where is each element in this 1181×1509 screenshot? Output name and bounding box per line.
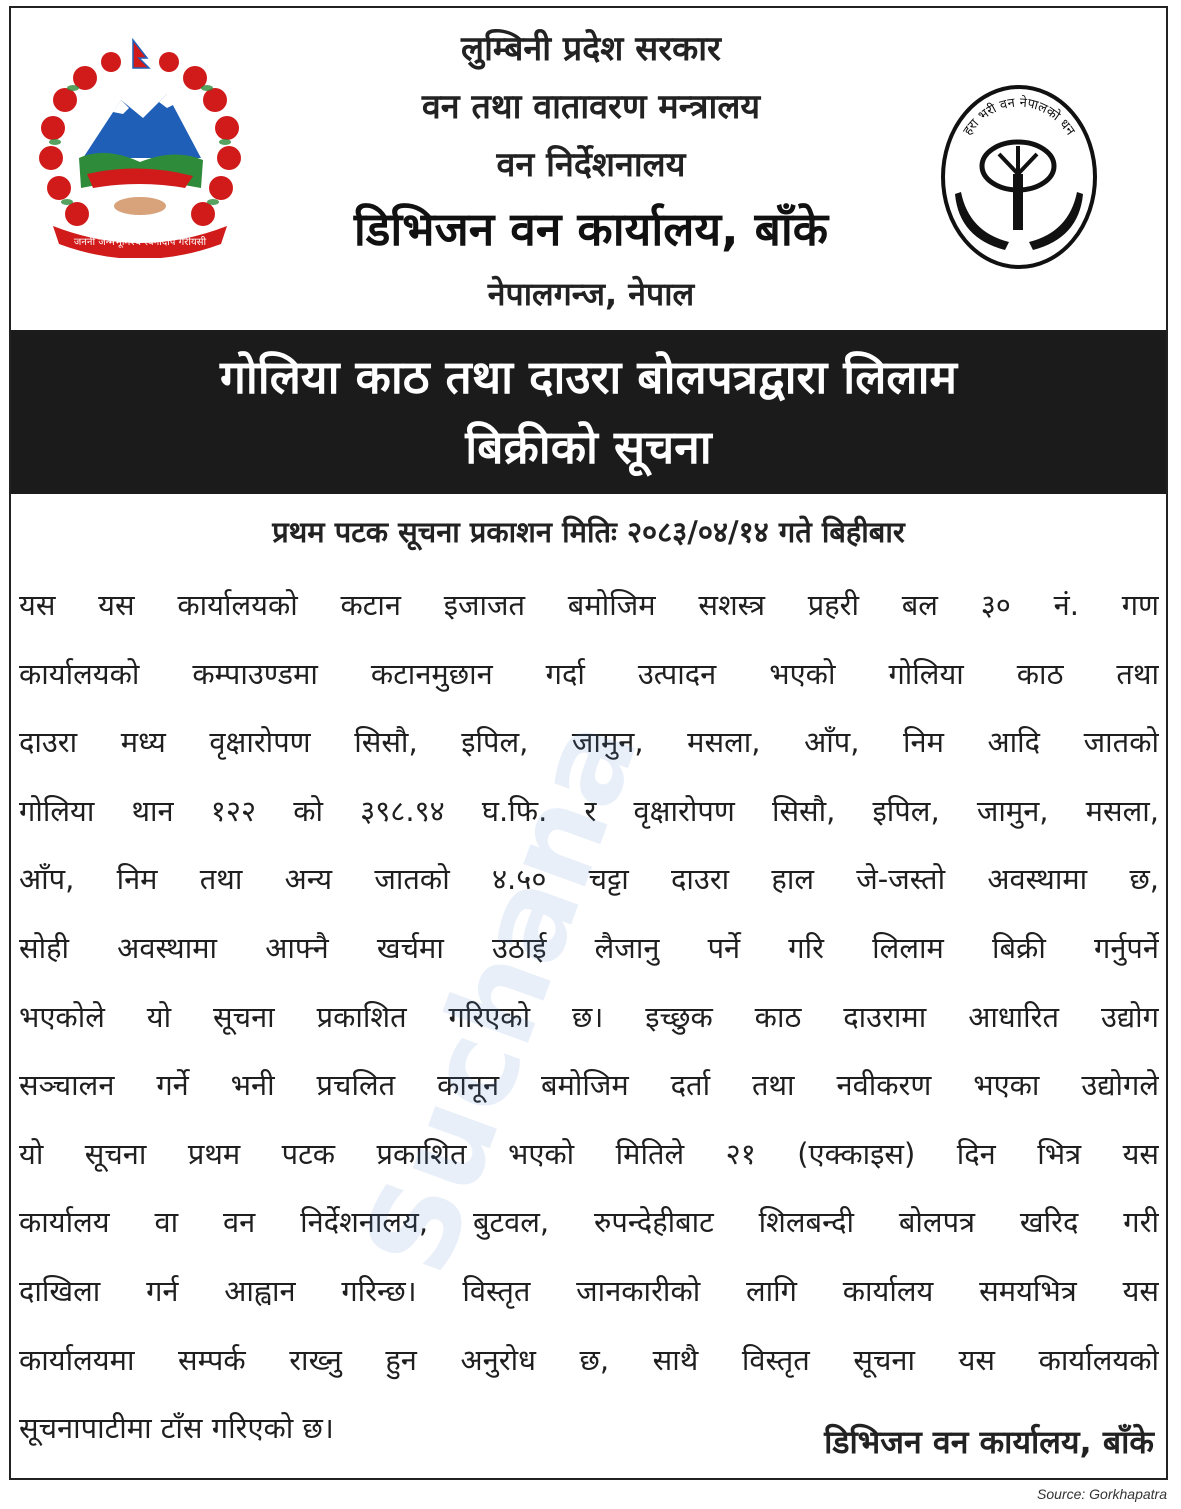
source-credit: Source: Gorkhapatra (1037, 1486, 1167, 1502)
body-line: गोलिया थान १२२ को ३९८.९४ घ.फि. र वृक्षारोपण सिसौ, इपिल, जामुन, मसला, (19, 793, 1159, 828)
body-line: दाखिला गर्न आह्वान गरिन्छ। विस्तृत जानकारीको लागि कार्यालय समयभित्र यस (19, 1273, 1159, 1308)
notice-body (19, 571, 1159, 1463)
body-line: कार्यालय वा वन निर्देशनालय, बुटवल, रुपन्देहीबाट शिलबन्दी बोलपत्र खरिद गरी (19, 1205, 1159, 1240)
notice-title-line-2: बिक्रीको सूचना (465, 420, 712, 474)
notice-header (11, 8, 1166, 330)
directorate-name: वन निर्देशनालय (496, 145, 686, 185)
body-line: भएकोले यो सूचना प्रकाशित गरिएको छ। इच्छुक काठ दाउरामा आधारित उद्योग (19, 999, 1159, 1034)
body-line: सञ्चालन गर्ने भनी प्रचलित कानून बमोजिम दर्ता तथा नवीकरण भएका उद्योगले (19, 1068, 1159, 1103)
office-location: नेपालगन्ज, नेपाल (487, 275, 695, 313)
province-government: लुम्बिनी प्रदेश सरकार (461, 29, 721, 69)
signature-office: डिभिजन वन कार्यालय, बाँके (824, 1423, 1154, 1461)
header-text (261, 20, 921, 324)
body-line: दाउरा मध्य वृक्षारोपण सिसौ, इपिल, जामुन, मसला, आँप, निम आदि जातको (19, 725, 1159, 760)
body-line: यो सूचना प्रथम पटक प्रकाशित भएको मितिले २१ (एक्काइस) दिन भित्र यस (19, 1136, 1159, 1171)
emblem-motto: जननी जन्मभूमिश्च स्वर्गादपि गरीयसी (73, 237, 207, 248)
body-line: सोही अवस्थामा आफ्नै खर्चमा उठाई लैजानु पर्ने गरि लिलाम बिक्री गर्नुपर्ने (19, 930, 1159, 965)
notice-frame (9, 6, 1168, 1480)
body-line: यस यस कार्यालयको कटान इजाजत बमोजिम सशस्त्र प्रहरी बल ३० नं. गण (19, 588, 1159, 622)
office-name: डिभिजन वन कार्यालय, बाँके (353, 202, 829, 256)
forest-department-logo-icon (939, 82, 1099, 272)
publication-date: प्रथम पटक सूचना प्रकाशन मितिः २०८३/०४/१४ गते बिहीबार (272, 515, 905, 549)
nepal-emblem-icon (25, 38, 255, 258)
body-line: सूचनापाटीमा टाँस गरिएको छ। (19, 1411, 334, 1446)
svg-text:हरा भरी वन नेपालको धन: हरा भरी वन नेपालको धन (960, 95, 1078, 139)
notice-title-banner (11, 330, 1166, 494)
body-line: कार्यालयको कम्पाउण्डमा कटानमुछान गर्दा उत्पादन भएको गोलिया काठ तथा (19, 656, 1159, 691)
body-line: कार्यालयमा सम्पर्क राख्नु हुन अनुरोध छ, साथै विस्तृत सूचना यस कार्यालयको (19, 1342, 1159, 1377)
body-line: आँप, निम तथा अन्य जातको ४.५० चट्टा दाउरा हाल जे-जस्तो अवस्थामा छ, (19, 862, 1159, 897)
ministry-name: वन तथा वातावरण मन्त्रालय (421, 87, 761, 127)
notice-title-line-1: गोलिया काठ तथा दाउरा बोलपत्रद्वारा लिलाम (219, 350, 958, 404)
